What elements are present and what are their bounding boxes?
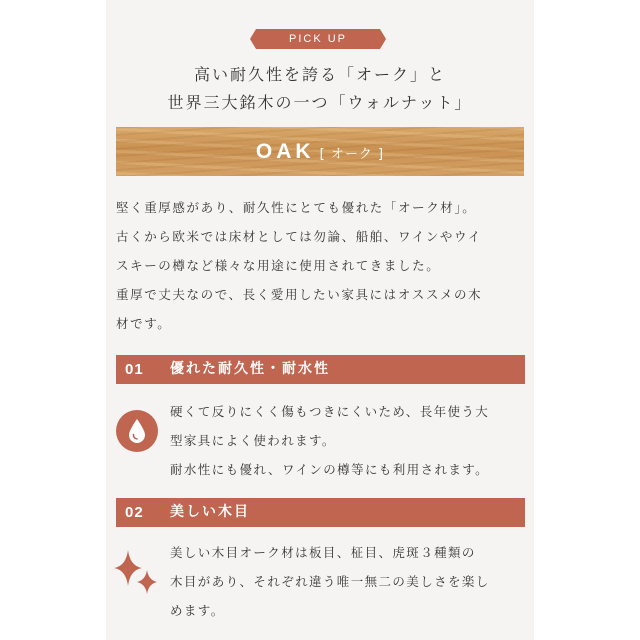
sparkle-icon xyxy=(112,548,160,598)
headline-line-2: 世界三大銘木の一つ「ウォルナット」 xyxy=(167,93,473,112)
section-body-durability xyxy=(170,397,530,484)
oak-wood-banner xyxy=(116,127,524,176)
section-line: 美しい木目オーク材は板目、柾目、虎斑３種類の xyxy=(170,545,476,560)
section-line: 型家具によく使われます。 xyxy=(170,433,336,448)
section-title: 美しい木目 xyxy=(170,504,250,520)
section-line: 硬くて反りにくく傷もつきにくいため、長年使う大 xyxy=(170,404,490,419)
intro-line: 材です。 xyxy=(116,316,172,331)
section-header-durability xyxy=(116,355,525,384)
headline-line-1: 高い耐久性を誇る「オーク」と xyxy=(193,65,446,84)
section-number: 02 xyxy=(125,504,144,521)
intro-line: 重厚で丈夫なので、長く愛用したい家具にはオススメの木 xyxy=(116,287,483,302)
section-number: 01 xyxy=(125,361,144,378)
section-line: めます。 xyxy=(170,603,225,618)
section-title: 優れた耐久性・耐水性 xyxy=(170,361,330,377)
section-body-wood-grain xyxy=(170,538,530,625)
pickup-ribbon xyxy=(256,29,380,49)
section-line: 木目があり、それぞれ違う唯一無二の美しさを楽し xyxy=(170,574,490,589)
pickup-label: PICK UP xyxy=(288,33,347,45)
oak-banner-subtitle: [ オーク ] xyxy=(319,147,385,162)
oak-banner-title: OAK xyxy=(255,140,315,163)
section-header-wood-grain xyxy=(116,498,525,527)
oak-banner-text xyxy=(116,127,524,176)
water-drop-icon xyxy=(116,410,158,452)
intro-line: スキーの樽など様々な用途に使用されてきました。 xyxy=(116,258,441,273)
intro-line: 堅く重厚感があり、耐久性にとても優れた「オーク材」。 xyxy=(116,200,477,215)
intro-line: 古くから欧米では床材としては勿論、船舶、ワインやウイ xyxy=(116,229,482,244)
intro-paragraph xyxy=(116,193,526,338)
section-line: 耐水性にも優れ、ワインの樽等にも利用されます。 xyxy=(170,462,490,477)
